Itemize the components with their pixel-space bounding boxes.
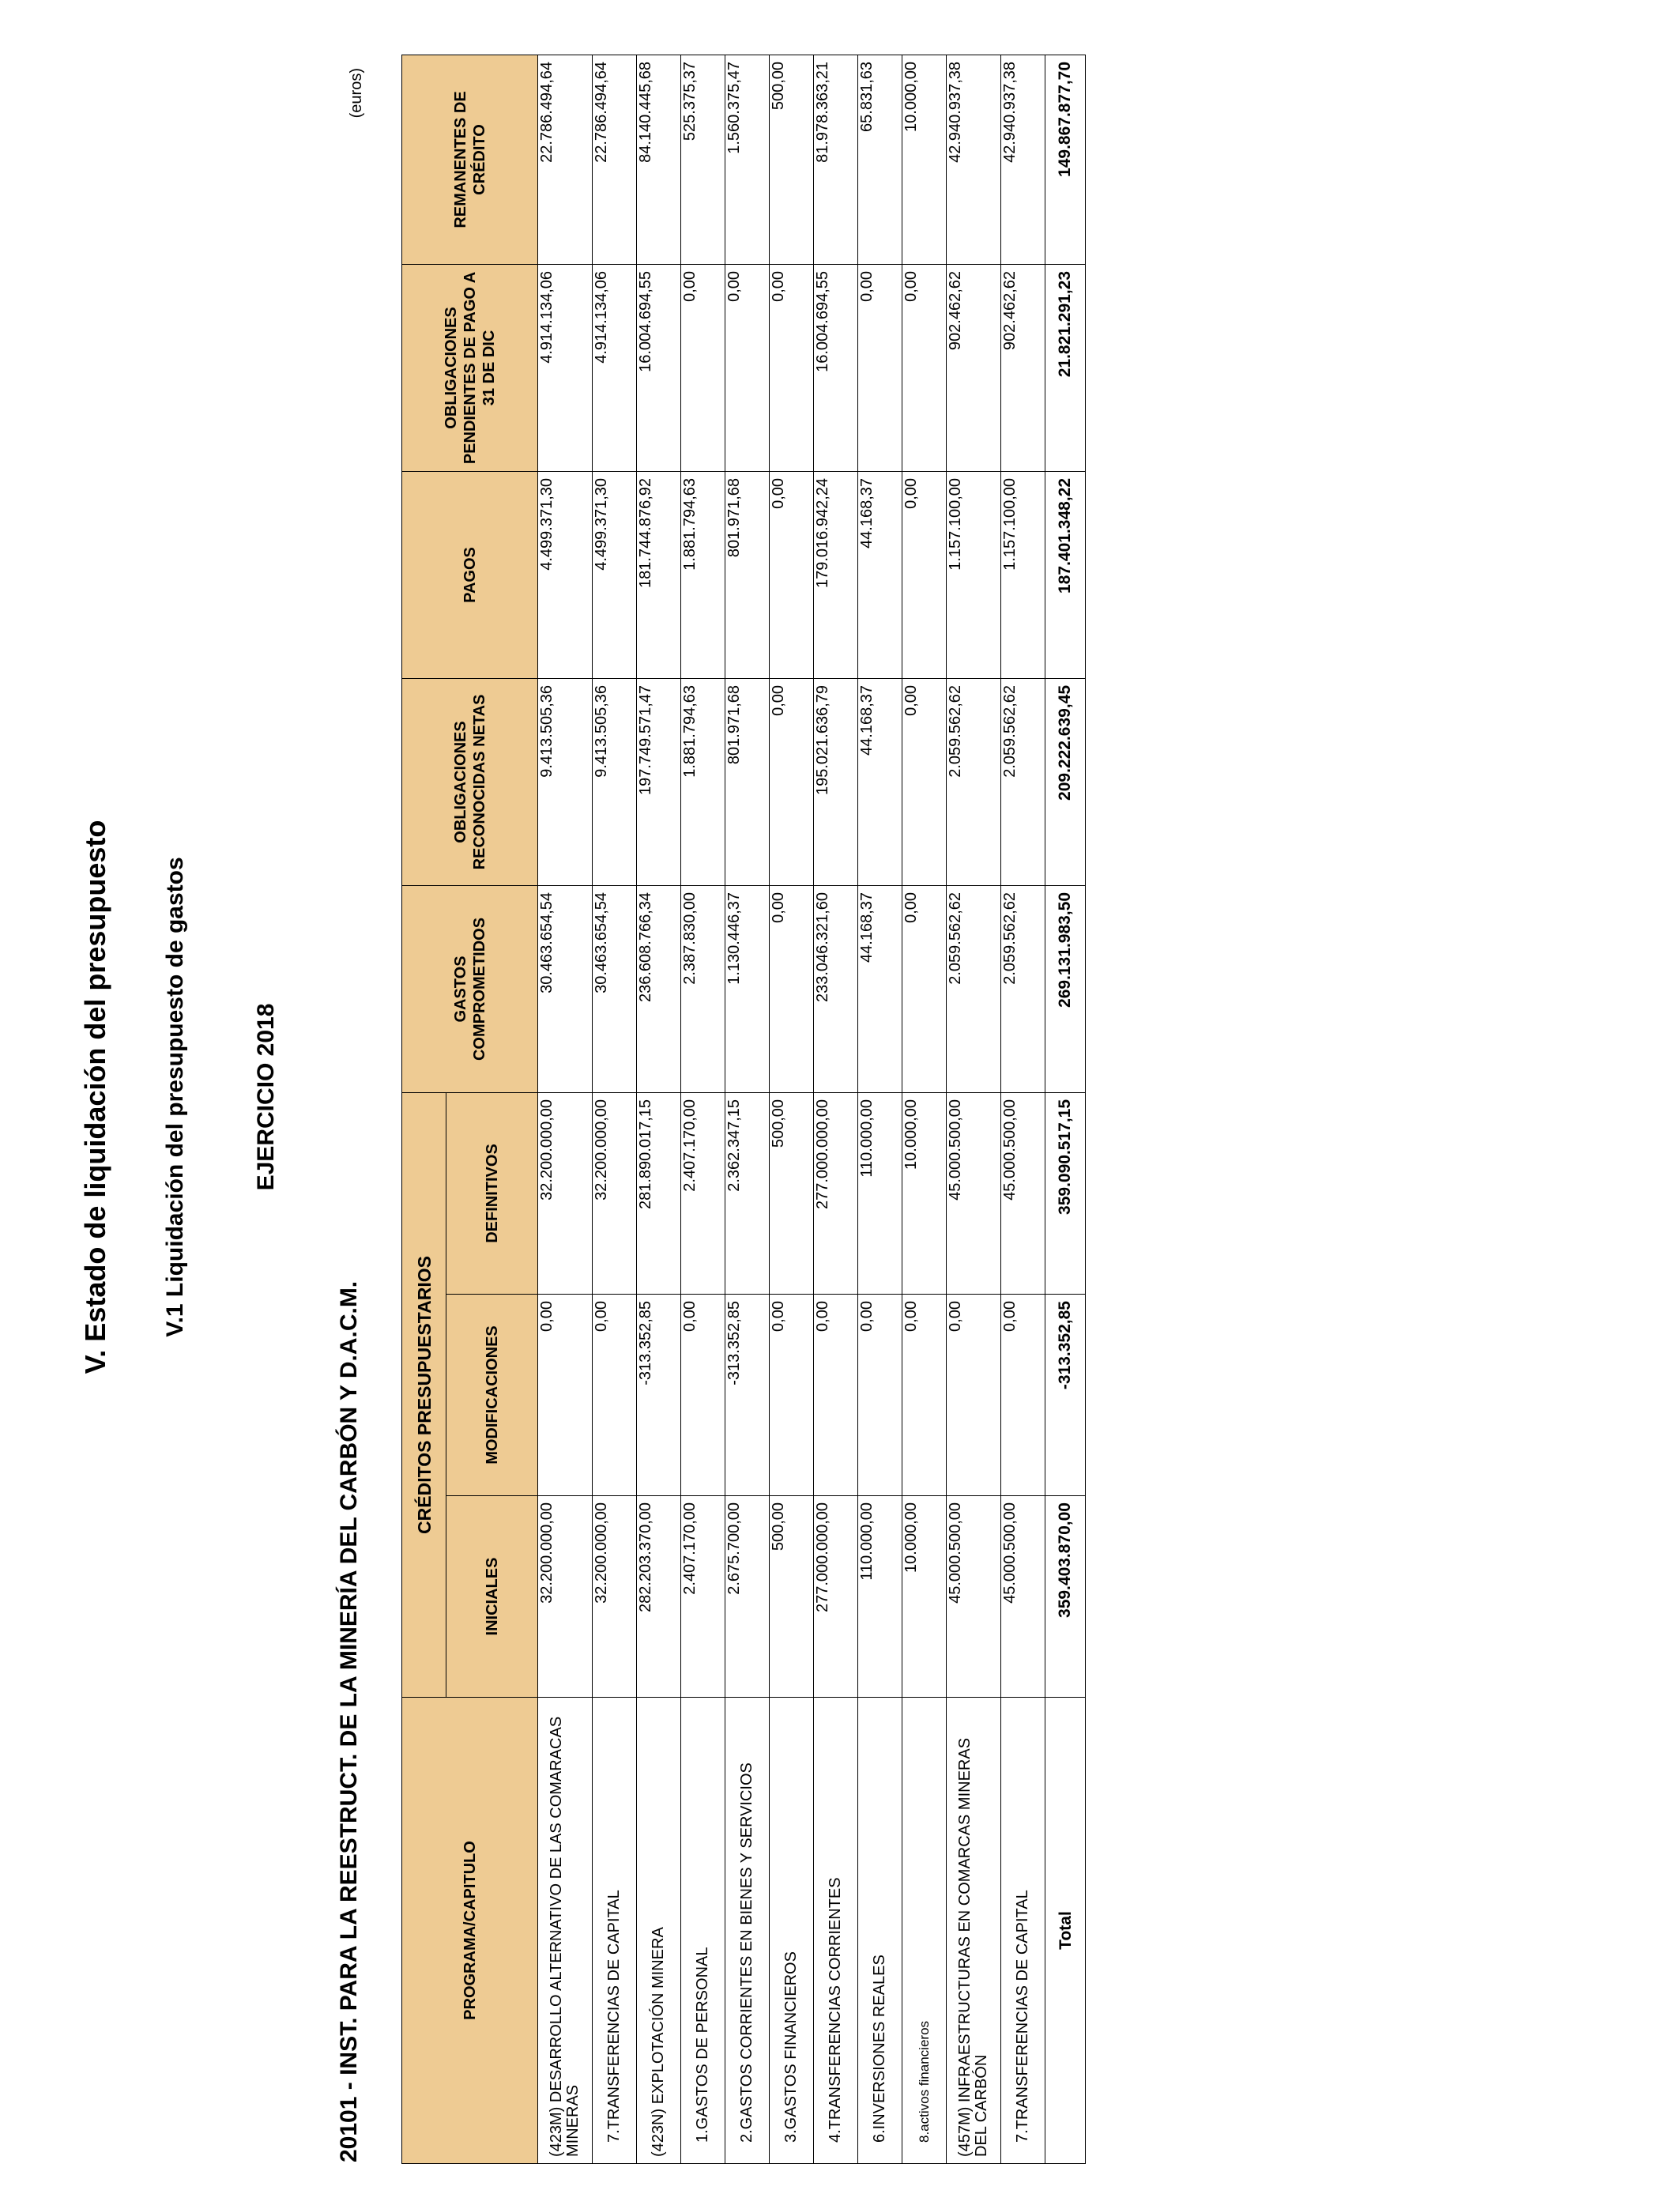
cell-pagos: 179.016.942,24: [814, 471, 858, 678]
col-group-credits: CRÉDITOS PRESUPUESTARIOS: [402, 1092, 446, 1697]
cell-definitivos: 10.000,00: [902, 1092, 947, 1294]
cell-definitivos: 277.000.000,00: [814, 1092, 858, 1294]
cell-modificaciones: -313.352,85: [637, 1295, 681, 1496]
cell-modificaciones: 0,00: [858, 1295, 902, 1496]
col-header-gastos: GASTOS COMPROMETIDOS: [402, 885, 538, 1092]
cell-definitivos: 32.200.000,00: [538, 1092, 593, 1294]
cell-remanentes: 42.940.937,38: [947, 55, 1001, 264]
cell-modificaciones: -313.352,85: [725, 1295, 770, 1496]
cell-obligaciones: 2.059.562,62: [1001, 678, 1045, 885]
cell-iniciales: 2.675.700,00: [725, 1496, 770, 1698]
table-row: [725, 55, 770, 2163]
total-obligaciones: 209.222.639,45: [1045, 678, 1086, 885]
cell-pendientes: 4.914.134,06: [593, 264, 637, 471]
cell-pendientes: 0,00: [902, 264, 947, 471]
cell-obligaciones: 9.413.505,36: [593, 678, 637, 885]
cell-remanentes: 10.000,00: [902, 55, 947, 264]
total-label: Total: [1045, 1698, 1086, 2164]
table-row: [947, 55, 1001, 2163]
cell-definitivos: 45.000.500,00: [1001, 1092, 1045, 1294]
col-header-iniciales: INICIALES: [446, 1496, 538, 1698]
cell-iniciales: 500,00: [770, 1496, 814, 1698]
cell-remanentes: 500,00: [770, 55, 814, 264]
cell-remanentes: 81.978.363,21: [814, 55, 858, 264]
col-header-obligaciones: OBLIGACIONES RECONOCIDAS NETAS: [402, 678, 538, 885]
cell-iniciales: 282.203.370,00: [637, 1496, 681, 1698]
entity-name: 20101 - INST. PARA LA REESTRUCT. DE LA MINERÍA DEL CARBÓN Y D.A.C.M.: [336, 1280, 362, 2162]
cell-remanentes: 1.560.375,47: [725, 55, 770, 264]
row-label: (457M) INFRAESTRUCTURAS EN COMARCAS MINERAS DEL CARBÓN: [947, 1698, 1001, 2164]
cell-pagos: 0,00: [902, 471, 947, 678]
cell-modificaciones: 0,00: [902, 1295, 947, 1496]
budget-table: [401, 55, 1086, 2164]
cell-pendientes: 16.004.694,55: [814, 264, 858, 471]
cell-gastos: 30.463.654,54: [538, 885, 593, 1092]
cell-remanentes: 65.831,63: [858, 55, 902, 264]
cell-pagos: 1.157.100,00: [947, 471, 1001, 678]
cell-obligaciones: 801.971,68: [725, 678, 770, 885]
cell-pendientes: 16.004.694,55: [637, 264, 681, 471]
cell-gastos: 2.059.562,62: [1001, 885, 1045, 1092]
row-label: 4.TRANSFERENCIAS CORRIENTES: [814, 1698, 858, 2164]
cell-obligaciones: 0,00: [902, 678, 947, 885]
cell-remanentes: 22.786.494,64: [538, 55, 593, 264]
col-header-modificaciones: MODIFICACIONES: [446, 1295, 538, 1496]
cell-pendientes: 0,00: [725, 264, 770, 471]
col-header-pendientes: OBLIGACIONES PENDIENTES DE PAGO A 31 DE DIC: [402, 264, 538, 471]
cell-definitivos: 2.362.347,15: [725, 1092, 770, 1294]
cell-remanentes: 84.140.445,68: [637, 55, 681, 264]
total-pagos: 187.401.348,22: [1045, 471, 1086, 678]
cell-gastos: 0,00: [902, 885, 947, 1092]
cell-pagos: 1.881.794,63: [681, 471, 725, 678]
cell-iniciales: 45.000.500,00: [947, 1496, 1001, 1698]
table-row: [1001, 55, 1045, 2163]
cell-remanentes: 22.786.494,64: [593, 55, 637, 264]
cell-gastos: 44.168,37: [858, 885, 902, 1092]
cell-iniciales: 32.200.000,00: [593, 1496, 637, 1698]
cell-gastos: 2.059.562,62: [947, 885, 1001, 1092]
row-label: (423M) DESARROLLO ALTERNATIVO DE LAS COMARACAS MINERAS: [538, 1698, 593, 2164]
table-row: [814, 55, 858, 2163]
row-label: 8.activos financieros: [902, 1698, 947, 2164]
cell-remanentes: 525.375,37: [681, 55, 725, 264]
cell-gastos: 233.046.321,60: [814, 885, 858, 1092]
col-header-remanentes: REMANENTES DE CRÉDITO: [402, 55, 538, 264]
table-row: [858, 55, 902, 2163]
cell-modificaciones: 0,00: [947, 1295, 1001, 1496]
cell-gastos: 0,00: [770, 885, 814, 1092]
total-iniciales: 359.403.870,00: [1045, 1496, 1086, 1698]
cell-pagos: 4.499.371,30: [593, 471, 637, 678]
cell-definitivos: 110.000,00: [858, 1092, 902, 1294]
total-remanentes: 149.867.877,70: [1045, 55, 1086, 264]
total-row: [1045, 55, 1086, 2163]
page-title: V. Estado de liquidación del presupuesto: [79, 820, 111, 1374]
cell-pagos: 4.499.371,30: [538, 471, 593, 678]
cell-modificaciones: 0,00: [538, 1295, 593, 1496]
col-header-program: PROGRAMA/CAPITULO: [402, 1698, 538, 2164]
cell-pagos: 181.744.876,92: [637, 471, 681, 678]
cell-obligaciones: 2.059.562,62: [947, 678, 1001, 885]
cell-definitivos: 281.890.017,15: [637, 1092, 681, 1294]
col-header-definitivos: DEFINITIVOS: [446, 1092, 538, 1294]
cell-modificaciones: 0,00: [1001, 1295, 1045, 1496]
total-pendientes: 21.821.291,23: [1045, 264, 1086, 471]
cell-definitivos: 45.000.500,00: [947, 1092, 1001, 1294]
row-label: 1.GASTOS DE PERSONAL: [681, 1698, 725, 2164]
cell-definitivos: 2.407.170,00: [681, 1092, 725, 1294]
total-definitivos: 359.090.517,15: [1045, 1092, 1086, 1294]
cell-definitivos: 500,00: [770, 1092, 814, 1294]
row-label: 7.TRANSFERENCIAS DE CAPITAL: [593, 1698, 637, 2164]
cell-pendientes: 4.914.134,06: [538, 264, 593, 471]
exercise-year: EJERCICIO 2018: [253, 1003, 279, 1191]
cell-gastos: 2.387.830,00: [681, 885, 725, 1092]
cell-remanentes: 42.940.937,38: [1001, 55, 1045, 264]
table-row: [681, 55, 725, 2163]
cell-pendientes: 0,00: [858, 264, 902, 471]
cell-modificaciones: 0,00: [770, 1295, 814, 1496]
total-modificaciones: -313.352,85: [1045, 1295, 1086, 1496]
cell-pagos: 1.157.100,00: [1001, 471, 1045, 678]
cell-pendientes: 0,00: [770, 264, 814, 471]
row-label: 3.GASTOS FINANCIEROS: [770, 1698, 814, 2164]
cell-iniciales: 2.407.170,00: [681, 1496, 725, 1698]
cell-obligaciones: 197.749.571,47: [637, 678, 681, 885]
cell-gastos: 30.463.654,54: [593, 885, 637, 1092]
table-row: [538, 55, 593, 2163]
row-label: 7.TRANSFERENCIAS DE CAPITAL: [1001, 1698, 1045, 2164]
table-row: [593, 55, 637, 2163]
cell-iniciales: 110.000,00: [858, 1496, 902, 1698]
cell-modificaciones: 0,00: [814, 1295, 858, 1496]
cell-pendientes: 902.462,62: [1001, 264, 1045, 471]
cell-iniciales: 45.000.500,00: [1001, 1496, 1045, 1698]
units-label: (euros): [348, 68, 365, 119]
cell-pendientes: 902.462,62: [947, 264, 1001, 471]
cell-obligaciones: 195.021.636,79: [814, 678, 858, 885]
cell-definitivos: 32.200.000,00: [593, 1092, 637, 1294]
cell-gastos: 236.608.766,34: [637, 885, 681, 1092]
col-header-pagos: PAGOS: [402, 471, 538, 678]
cell-obligaciones: 0,00: [770, 678, 814, 885]
cell-iniciales: 277.000.000,00: [814, 1496, 858, 1698]
cell-pagos: 0,00: [770, 471, 814, 678]
total-gastos: 269.131.983,50: [1045, 885, 1086, 1092]
cell-pendientes: 0,00: [681, 264, 725, 471]
row-label: 2.GASTOS CORRIENTES EN BIENES Y SERVICIOS: [725, 1698, 770, 2164]
cell-iniciales: 10.000,00: [902, 1496, 947, 1698]
table-row: [902, 55, 947, 2163]
row-label: (423N) EXPLOTACIÓN MINERA: [637, 1698, 681, 2164]
table-row: [770, 55, 814, 2163]
cell-obligaciones: 44.168,37: [858, 678, 902, 885]
table-row: [637, 55, 681, 2163]
cell-pagos: 801.971,68: [725, 471, 770, 678]
cell-pagos: 44.168,37: [858, 471, 902, 678]
row-label: 6.INVERSIONES REALES: [858, 1698, 902, 2164]
page-subtitle: V.1 Liquidación del presupuesto de gastos: [162, 857, 188, 1337]
cell-modificaciones: 0,00: [593, 1295, 637, 1496]
cell-gastos: 1.130.446,37: [725, 885, 770, 1092]
cell-iniciales: 32.200.000,00: [538, 1496, 593, 1698]
cell-modificaciones: 0,00: [681, 1295, 725, 1496]
cell-obligaciones: 9.413.505,36: [538, 678, 593, 885]
cell-obligaciones: 1.881.794,63: [681, 678, 725, 885]
